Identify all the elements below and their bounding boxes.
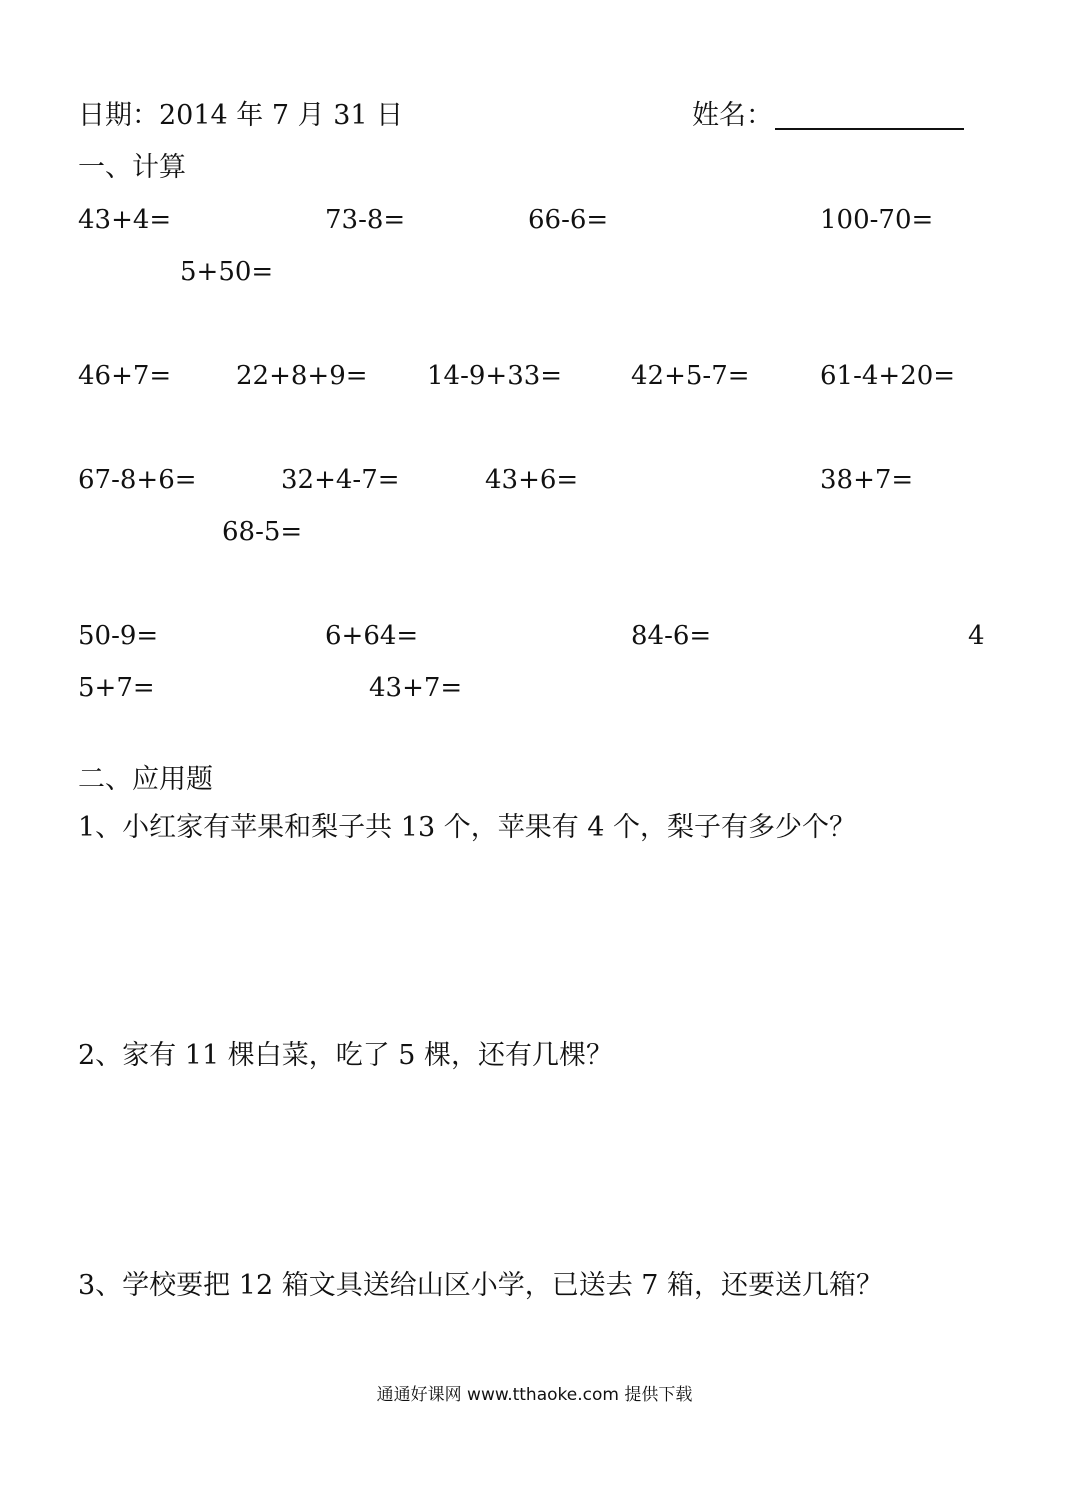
- name-label: 姓名：: [692, 100, 773, 131]
- problem: 73-8=: [325, 205, 406, 235]
- name-blank-line: [775, 128, 964, 130]
- problem: 5+50=: [180, 257, 274, 287]
- problem: 5+7=: [78, 673, 155, 703]
- problem: 84-6=: [631, 621, 712, 651]
- word-problem-1: 1、小红家有苹果和梨子共 13 个，苹果有 4 个，梨子有多少个？: [78, 812, 857, 843]
- problem: 100-70=: [820, 205, 934, 235]
- problem: 4: [968, 621, 985, 651]
- footer-text: 通通好课网 www.tthaoke.com 提供下载: [376, 1385, 693, 1405]
- problem: 14-9+33=: [427, 361, 563, 391]
- section-title-calculation: 一、计算: [78, 152, 186, 183]
- word-problem-2: 2、家有 11 棵白菜，吃了 5 棵，还有几棵？: [78, 1040, 614, 1071]
- date-text: 日期：2014 年 7 月 31 日: [78, 100, 404, 131]
- problem: 43+7=: [369, 673, 463, 703]
- problem: 22+8+9=: [236, 361, 368, 391]
- problem: 43+6=: [485, 465, 579, 495]
- problem: 38+7=: [820, 465, 914, 495]
- problem: 6+64=: [325, 621, 419, 651]
- problem: 68-5=: [222, 517, 303, 547]
- problem: 42+5-7=: [631, 361, 750, 391]
- problem: 66-6=: [528, 205, 609, 235]
- problem: 50-9=: [78, 621, 159, 651]
- section-title-word-problems: 二、应用题: [78, 764, 213, 795]
- problem: 32+4-7=: [281, 465, 400, 495]
- problem: 43+4=: [78, 205, 172, 235]
- problem: 67-8+6=: [78, 465, 197, 495]
- word-problem-3: 3、学校要把 12 箱文具送给山区小学，已送去 7 箱，还要送几箱？: [78, 1270, 884, 1301]
- problem: 46+7=: [78, 361, 172, 391]
- problem: 61-4+20=: [820, 361, 956, 391]
